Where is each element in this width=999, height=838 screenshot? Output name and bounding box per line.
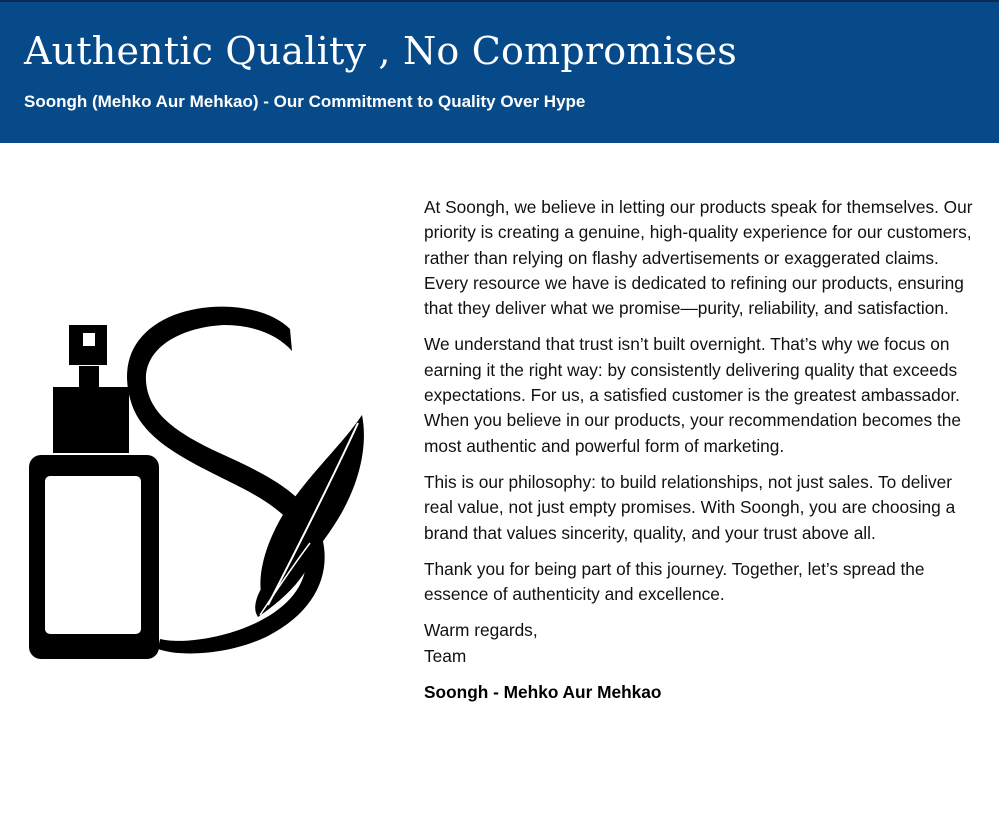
closing-regards: Warm regards, [424, 620, 538, 641]
signature: Soongh - Mehko Aur Mehkao [424, 682, 662, 703]
commitment-text [424, 195, 984, 705]
paragraph-trust: We understand that trust isn’t built overnight. That’s why we focus on earning it the right way: by consistently delivering quality that exceeds expectations. For us, a satisfied customer is the greatest ambassador. When you believe in our products, your recommendation becomes the most authentic and powerful form of marketing. [424, 334, 961, 456]
closing-block [424, 618, 984, 669]
paragraph-philosophy: This is our philosophy: to build relationships, not just sales. To deliver real value, not just empty promises. With Soongh, you are choosing a brand that values sincerity, quality, and your trust above all. [424, 471, 956, 543]
main-content [0, 143, 999, 838]
paragraph-intro: At Soongh, we believe in letting our products speak for themselves. Our priority is creating a genuine, high-quality experience for our customers, rather than relying on flashy advertisements or exaggerated claims. Every resource we have is dedicated to refining our products, ensuring that they deliver what we promise—purity, reliability, and satisfaction. [424, 197, 973, 319]
perfume-bottle-s-leaf-logo-icon [22, 305, 374, 670]
page-title: Authentic Quality , No Compromises [24, 29, 738, 73]
page-subtitle: Soongh (Mehko Aur Mehkao) - Our Commitment to Quality Over Hype [24, 92, 586, 111]
page-header [0, 2, 999, 143]
paragraph-thanks: Thank you for being part of this journey. Together, let’s spread the essence of authenticity and excellence. [424, 558, 925, 605]
closing-team: Team [424, 645, 467, 666]
